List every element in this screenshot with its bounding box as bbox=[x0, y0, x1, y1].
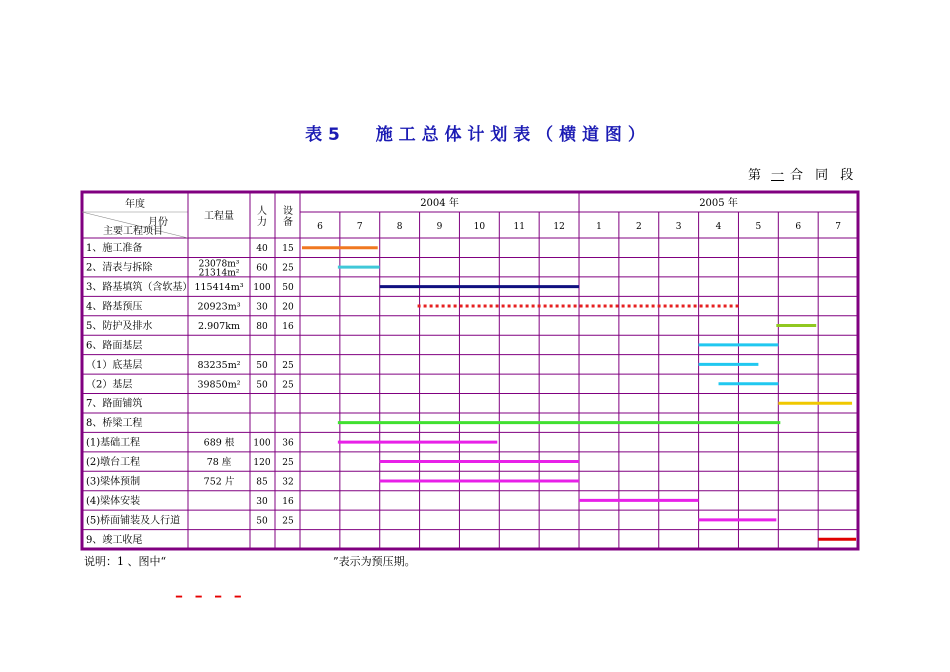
month-label: 10 bbox=[473, 222, 486, 232]
year-header: 年度 bbox=[125, 199, 145, 210]
row-item-label: 9、竣工收尾 bbox=[86, 534, 143, 546]
year-2004-label: 2004 年 bbox=[420, 198, 459, 209]
row-equipment: 36 bbox=[282, 438, 294, 449]
row-labor: 40 bbox=[256, 244, 268, 255]
labor-header: 人 bbox=[257, 206, 267, 217]
month-label: 12 bbox=[553, 222, 565, 232]
month-label: 5 bbox=[755, 222, 762, 232]
row-item-label: 1、施工准备 bbox=[86, 243, 143, 255]
row-labor: 80 bbox=[256, 321, 268, 332]
row-item-label: （2）基层 bbox=[86, 379, 133, 391]
row-quantity: 20923m³ bbox=[197, 301, 241, 313]
year-2005-label: 2005 年 bbox=[699, 198, 738, 209]
dash-legend: – – – – bbox=[175, 586, 245, 605]
month-label: 4 bbox=[715, 222, 722, 232]
row-quantity: 23078m³ bbox=[198, 259, 240, 270]
row-item-label: 8、桥梁工程 bbox=[86, 418, 143, 430]
table-name: 施 工 总 体 计 划 表 （ 横 道 图 ） bbox=[375, 125, 645, 145]
contract-section: 第 一 合 同 段 bbox=[748, 168, 858, 183]
row-equipment: 25 bbox=[282, 458, 294, 469]
row-quantity: 78 座 bbox=[206, 457, 232, 469]
row-item-label: 5、防护及排水 bbox=[86, 320, 153, 332]
row-item-label: (3)梁体预制 bbox=[86, 476, 141, 488]
row-labor: 30 bbox=[256, 302, 268, 313]
row-quantity: 21314m² bbox=[198, 268, 240, 279]
row-equipment: 25 bbox=[282, 263, 294, 274]
equipment-header: 备 bbox=[283, 217, 293, 228]
row-equipment: 16 bbox=[282, 321, 294, 332]
row-quantity: 83235m² bbox=[197, 359, 241, 371]
row-item-label: 3、路基填筑（含软基） bbox=[86, 282, 193, 294]
row-quantity: 752 片 bbox=[203, 476, 235, 488]
row-equipment: 25 bbox=[282, 380, 294, 391]
table-number: 表 5 bbox=[305, 125, 340, 145]
row-labor: 120 bbox=[253, 458, 271, 469]
row-quantity: 115414m³ bbox=[194, 282, 244, 294]
row-item-label: 4、路基预压 bbox=[86, 301, 143, 313]
row-item-label: （1）底基层 bbox=[86, 359, 143, 371]
row-item-label: (1)基础工程 bbox=[86, 437, 141, 449]
row-item-label: (4)梁体安装 bbox=[86, 495, 141, 507]
row-labor: 50 bbox=[256, 360, 268, 371]
row-labor: 100 bbox=[253, 283, 271, 294]
row-labor: 50 bbox=[256, 380, 268, 391]
month-label: 3 bbox=[675, 222, 682, 232]
row-item-label: (2)墩台工程 bbox=[86, 457, 141, 469]
row-equipment: 50 bbox=[282, 283, 294, 294]
month-label: 8 bbox=[396, 222, 403, 232]
month-label: 9 bbox=[436, 222, 443, 232]
row-labor: 30 bbox=[256, 496, 268, 507]
row-equipment: 16 bbox=[282, 496, 294, 507]
row-item-label: 2、清表与拆除 bbox=[86, 262, 153, 274]
note-left: 说明：1 、图中“ bbox=[84, 555, 167, 568]
row-equipment: 20 bbox=[282, 302, 294, 313]
month-label: 7 bbox=[835, 222, 841, 232]
row-item-label: (5)桥面铺装及人行道 bbox=[86, 515, 181, 527]
month-label: 1 bbox=[596, 222, 602, 232]
labor-header: 力 bbox=[257, 217, 267, 228]
section-number: 一 bbox=[771, 168, 785, 183]
quantity-header: 工程量 bbox=[204, 211, 234, 222]
row-labor: 85 bbox=[256, 477, 268, 488]
row-labor: 60 bbox=[256, 263, 268, 274]
month-label: 2 bbox=[635, 222, 642, 232]
row-equipment: 15 bbox=[282, 244, 294, 255]
row-quantity: 39850m² bbox=[197, 379, 241, 391]
row-quantity: 2.907km bbox=[198, 320, 240, 332]
row-labor: 50 bbox=[256, 516, 268, 527]
row-equipment: 32 bbox=[282, 477, 294, 488]
item-header: 主要工程项目 bbox=[103, 226, 163, 237]
month-label: 11 bbox=[513, 222, 525, 232]
row-equipment: 25 bbox=[282, 360, 294, 371]
row-labor: 100 bbox=[253, 438, 271, 449]
row-item-label: 6、路面基层 bbox=[86, 340, 143, 352]
row-quantity: 689 根 bbox=[203, 437, 235, 449]
month-label: 6 bbox=[795, 222, 802, 232]
equipment-header: 设 bbox=[283, 206, 293, 217]
note-right: ”表示为预压期。 bbox=[333, 555, 416, 568]
month-label: 7 bbox=[356, 222, 363, 232]
month-label: 6 bbox=[317, 222, 323, 232]
row-item-label: 7、路面铺筑 bbox=[86, 398, 143, 410]
month-header: 月份 bbox=[148, 217, 168, 228]
row-equipment: 25 bbox=[282, 516, 294, 527]
